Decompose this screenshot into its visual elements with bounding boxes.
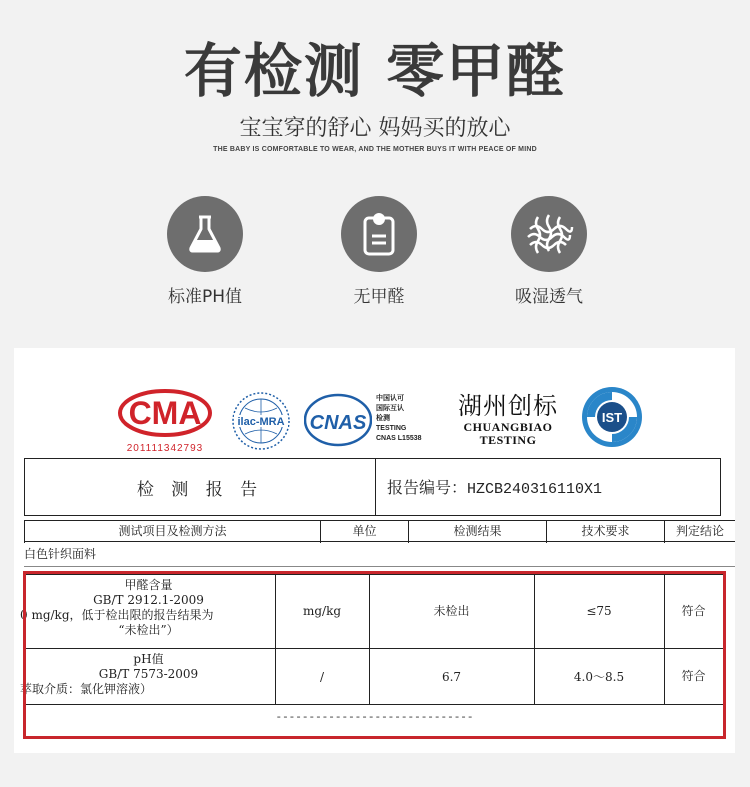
- item-line: “未检出”）: [118, 623, 179, 637]
- table-cell-unit: /: [319, 670, 325, 684]
- cma-logo: [117, 388, 213, 454]
- table-cell-unit: mg/kg: [302, 604, 342, 618]
- item-line: GB/T 7573-2009: [98, 667, 199, 681]
- ist-logo: [579, 384, 645, 454]
- feature-ph: [145, 196, 265, 307]
- column-header: 判定结论: [664, 521, 735, 543]
- lab-name: [448, 386, 568, 447]
- feature-formaldehyde: [319, 196, 439, 307]
- feature-label: 无甲醛: [353, 287, 405, 307]
- feature-breathable: [489, 196, 609, 307]
- ilac-mra-logo: [230, 390, 292, 456]
- results-highlight-box: [23, 571, 726, 739]
- flask-icon: [167, 196, 243, 272]
- column-header: 技术要求: [546, 521, 664, 543]
- cnas-logo: [304, 392, 372, 452]
- cma-number: 201111342793: [126, 443, 204, 454]
- item-line: 0 mg/kg，低于检出限的报告结果为: [20, 608, 214, 622]
- cnas-line: CNAS L15538: [376, 435, 422, 442]
- cnas-line: TESTING: [376, 425, 407, 432]
- report-title-box: [24, 458, 721, 516]
- report-end-line: ------------------------------: [275, 712, 474, 724]
- page-headline: 有检测 零甲醛: [183, 37, 567, 105]
- column-header: 测试项目及检测方法: [24, 521, 320, 543]
- clipboard-icon: [341, 196, 417, 272]
- cnas-line: 国际互认: [376, 405, 404, 412]
- item-line: 萃取介质：氯化钾溶液）: [20, 682, 153, 696]
- lab-name-en: TESTING: [479, 433, 537, 447]
- feature-label: 标准PH值: [167, 287, 243, 307]
- item-line: 甲醛含量: [124, 578, 173, 592]
- table-cell-requirement: 4.0～8.5: [573, 670, 625, 684]
- table-cell-requirement: ≤75: [586, 604, 612, 618]
- item-line: GB/T 2912.1-2009: [93, 593, 204, 607]
- page-subhead: 宝宝穿的舒心 妈妈买的放心: [239, 116, 511, 141]
- certification-logos: [14, 380, 735, 460]
- table-header: [24, 520, 735, 542]
- ist-logo-text: IST: [601, 410, 623, 425]
- lab-name-cn: 湖州创标: [458, 392, 558, 420]
- feature-label: 吸湿透气: [515, 287, 583, 307]
- cnas-line: 检测: [376, 415, 390, 422]
- column-header: 单位: [320, 521, 408, 543]
- item-line: pH值: [133, 652, 164, 666]
- cma-logo-text: CMA: [128, 395, 202, 431]
- lab-name-en: CHUANGBIAO: [463, 420, 553, 434]
- table-cell-conclusion: 符合: [681, 604, 706, 618]
- report-title: 检 测 报 告: [136, 480, 264, 500]
- table-cell-result: 6.7: [441, 670, 462, 684]
- cnas-logo-text: CNAS: [309, 412, 367, 434]
- report-number-label: 报告编号：: [387, 478, 468, 497]
- table-cell-result: 未检出: [433, 604, 470, 618]
- ilac-logo-text: ilac-MRA: [237, 416, 285, 428]
- report-number: [387, 475, 717, 498]
- report-number-value: HZCB240316110X1: [467, 481, 603, 498]
- table-cell-conclusion: 符合: [681, 669, 706, 683]
- sample-category: 白色针织面料: [24, 547, 97, 561]
- breathable-fabric-icon: [511, 196, 587, 272]
- column-header: 检测结果: [408, 521, 546, 543]
- cnas-accreditation-text: [376, 394, 422, 444]
- cnas-line: 中国认可: [376, 395, 404, 402]
- page-tagline: THE BABY IS COMFORTABLE TO WEAR, AND THE MOTHER BUYS IT WITH PEACE OF MIND: [213, 146, 537, 153]
